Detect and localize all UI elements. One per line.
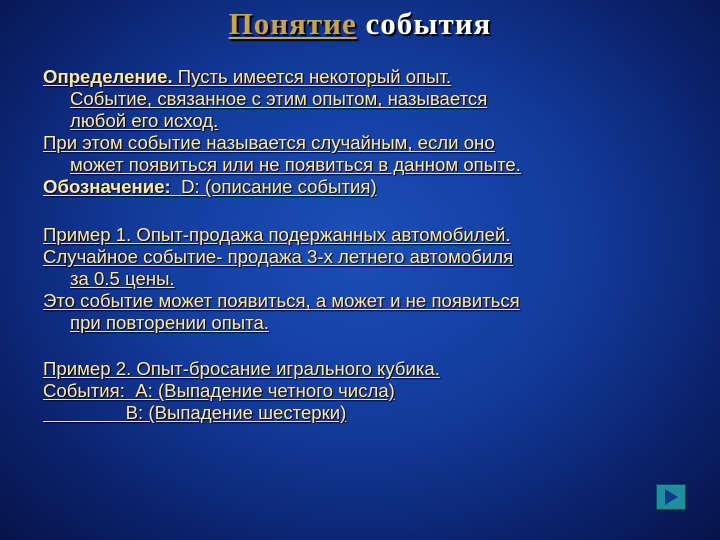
title-word-concept: Понятие xyxy=(228,6,357,41)
notation-label: Обозначение: xyxy=(43,176,171,197)
next-slide-button[interactable] xyxy=(656,484,686,510)
example2-line-3: B: (Выпадение шестерки) xyxy=(43,402,347,423)
definition-line-1 xyxy=(43,66,683,88)
notation-text: D: (описание события) xyxy=(170,176,377,197)
definition-text-1: Пусть имеется некоторый опыт. xyxy=(172,66,452,87)
example1-line-4: Это событие может появиться, а может и не появиться xyxy=(43,290,520,311)
definition-label: Определение. xyxy=(43,66,173,87)
notation-line xyxy=(43,176,683,198)
slide-title xyxy=(0,6,720,42)
example1-line-3: за 0.5 цены. xyxy=(70,268,175,289)
random-event-line-1: При этом событие называется случайным, если оно xyxy=(43,132,495,153)
definition-line-2: Событие, связанное с этим опытом, называется xyxy=(70,88,488,109)
example2-line-1: Пример 2. Опыт-бросание игрального кубика. xyxy=(43,358,440,379)
example1-line-1: Пример 1. Опыт-продажа подержанных автомобилей. xyxy=(43,224,511,245)
play-arrow-icon xyxy=(657,485,685,509)
example2-line-2: События: A: (Выпадение четного числа) xyxy=(43,380,395,401)
title-word-event: события xyxy=(365,6,492,41)
example1-line-2: Случайное событие- продажа 3-х летнего автомобиля xyxy=(43,246,514,267)
definition-line-3: любой его исход. xyxy=(70,110,219,131)
example1-line-5: при повторении опыта. xyxy=(70,312,269,333)
random-event-line-2: может появиться или не появиться в данном опыте. xyxy=(70,154,521,175)
spacer xyxy=(43,198,683,224)
slide-body xyxy=(43,66,683,424)
spacer xyxy=(43,334,683,358)
